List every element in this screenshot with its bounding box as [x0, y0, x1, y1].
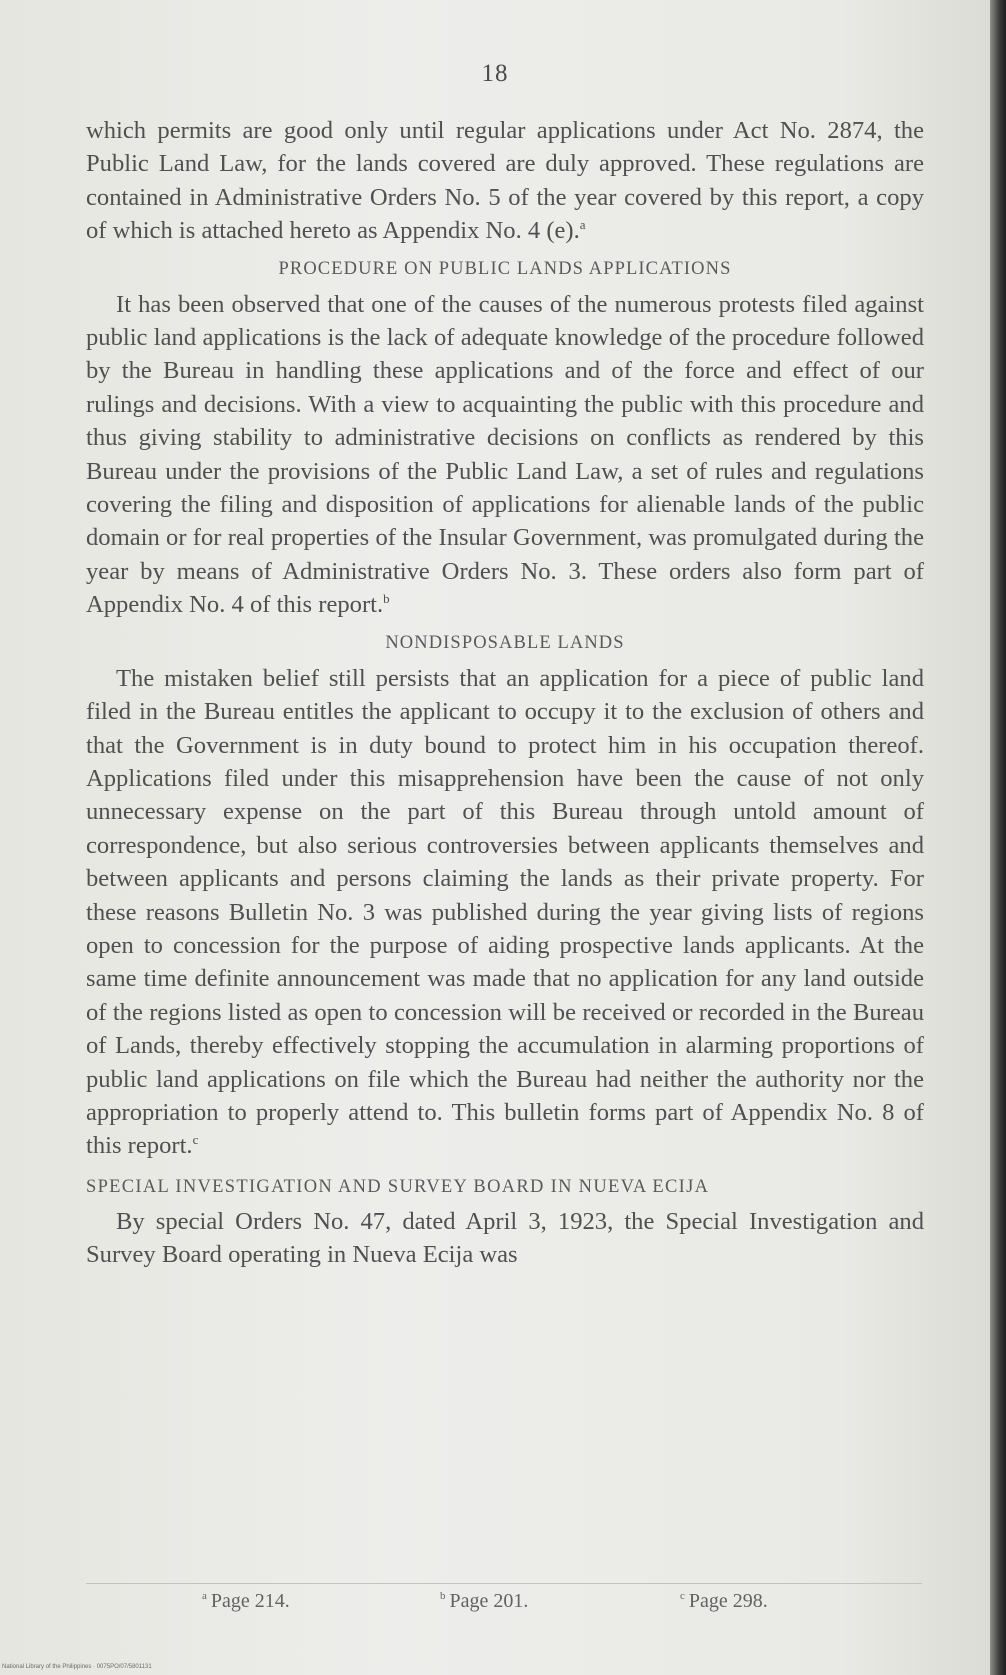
- heading-procedure: PROCEDURE ON PUBLIC LANDS APPLICATIONS: [278, 258, 732, 279]
- heading-nondisposable: NONDISPOSABLE LANDS: [385, 632, 625, 653]
- intro-paragraph: [86, 114, 924, 248]
- footnote-b: [440, 1590, 528, 1613]
- footnote-c-mark: c: [680, 1590, 685, 1603]
- special-board-text: By special Orders No. 47, dated April 3, 1923, the Special Investigation and Survey Board operating in Nueva Ecija was: [86, 1207, 924, 1269]
- footnote-a: [202, 1590, 290, 1613]
- footnote-a-mark: a: [202, 1590, 207, 1603]
- footnote-b-mark: b: [440, 1590, 446, 1603]
- footnote-ref-a: a: [579, 217, 586, 233]
- body-text: [86, 114, 924, 1272]
- scan-edge-shadow: [990, 0, 1006, 1675]
- footnote-b-text: Page 201.: [449, 1590, 529, 1612]
- library-credit: National Library of the Philippines · 0075PO/07/5801131: [2, 1664, 152, 1670]
- page-number: 18: [481, 60, 509, 87]
- footnote-c: [680, 1590, 768, 1613]
- footnote-ref-b: b: [383, 591, 390, 607]
- nondisposable-text: The mistaken belief still persists that an application for a piece of public land filed in the Bureau entitles the applicant to occupy it to the exclusion of others and that the Government is in duty bound to protect him in his occupation thereof. Applications filed under this misapprehension have been the cause of not only unnecessary expense on the part of this Bureau through untold amount of correspondence, but also serious controversies between applicants themselves and between applicants and persons claiming the lands as their private property. For these reasons Bulletin No. 3 was published during the year giving lists of regions open to concession for the purpose of aiding prospective lands applicants. At the same time definite announcement was made that no application for any land outside of the regions listed as open to concession will be received or recorded in the Bureau of Lands, thereby effectively stopping the accumulation in alarming proportions of public land applications on file which the Bureau had neither the authority nor the appropriation to properly attend to. This bulletin forms part of Appendix No. 8 of this report.: [86, 664, 924, 1160]
- footnote-divider: [86, 1583, 922, 1584]
- procedure-text: It has been observed that one of the causes of the numerous protests filed against public land applications is the lack of adequate knowledge of the procedure followed by the Bureau in handling these applications and of the force and effect of our rulings and decisions. With a view to acquainting the public with this procedure and thus giving stability to administrative decisions on conflicts as rendered by this Bureau under the provisions of the Public Land Law, a set of rules and regulations covering the filing and disposition of applications for alienable lands of the public domain or for real properties of the Insular Government, was promulgated during the year by means of Administrative Orders No. 3. These orders also form part of Appendix No. 4 of this report.: [86, 290, 924, 619]
- intro-text: which permits are good only until regular applications under Act No. 2874, the Public Land Law, for the lands covered are duly approved. These regulations are contained in Administrative Orders No. 5 of the year covered by this report, a copy of which is attached hereto as Appendix No. 4 (e).: [86, 117, 924, 245]
- footnote-a-text: Page 214.: [210, 1590, 290, 1612]
- procedure-paragraph: [86, 288, 924, 622]
- footnote-c-text: Page 298.: [688, 1590, 768, 1612]
- footnote-ref-c: c: [192, 1132, 199, 1148]
- special-board-paragraph: [86, 1205, 924, 1272]
- heading-special-board: SPECIAL INVESTIGATION AND SURVEY BOARD IN NUEVA ECIJA: [86, 1176, 710, 1197]
- nondisposable-paragraph: [86, 662, 924, 1163]
